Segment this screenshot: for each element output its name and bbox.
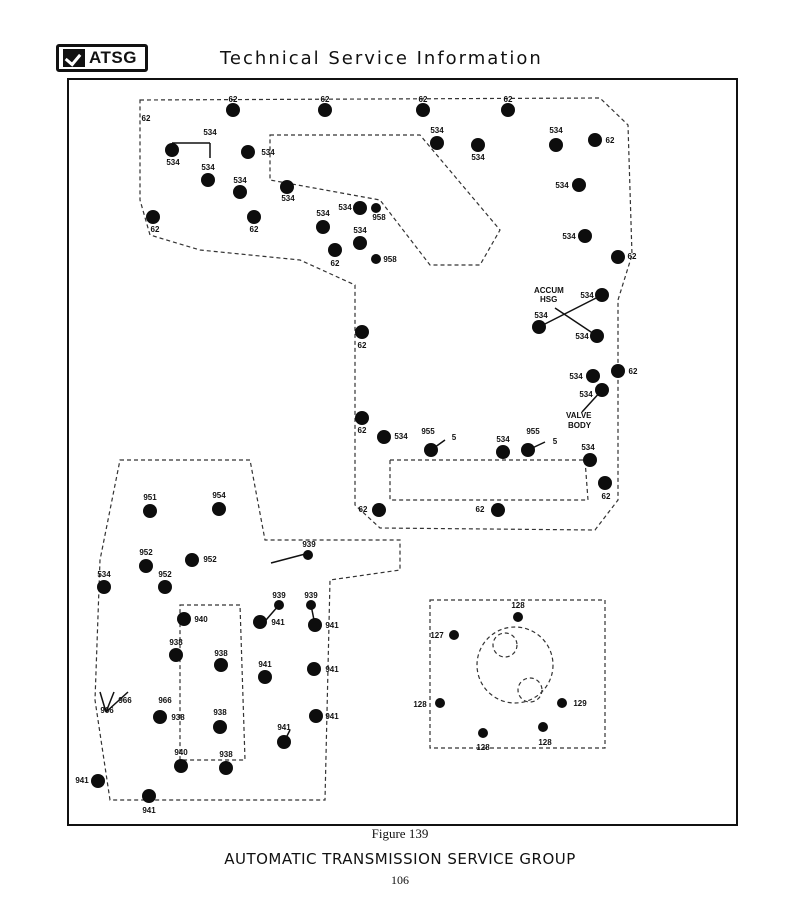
check-ball bbox=[165, 143, 179, 157]
callout-number: 534 bbox=[353, 226, 367, 235]
callout-number: 951 bbox=[143, 493, 157, 502]
check-ball bbox=[521, 443, 535, 457]
callout-number: 62 bbox=[357, 426, 367, 435]
callout-number: 62 bbox=[330, 259, 340, 268]
callout-number: 952 bbox=[203, 555, 217, 564]
callout-number: 534 bbox=[579, 390, 593, 399]
callout-number: 534 bbox=[201, 163, 215, 172]
check-ball bbox=[501, 103, 515, 117]
callout-number: 938 bbox=[171, 713, 185, 722]
check-ball bbox=[139, 559, 153, 573]
callout-number: 62 bbox=[605, 136, 615, 145]
callout-number: 966 bbox=[100, 706, 114, 715]
callout-number: 128 bbox=[476, 743, 490, 752]
check-ball bbox=[549, 138, 563, 152]
check-ball bbox=[491, 503, 505, 517]
callout-number: 62 bbox=[503, 95, 513, 104]
check-ball bbox=[355, 411, 369, 425]
check-ball bbox=[185, 553, 199, 567]
callout-number: 952 bbox=[158, 570, 172, 579]
check-ball bbox=[226, 103, 240, 117]
check-ball bbox=[598, 476, 612, 490]
callout-number: 62 bbox=[150, 225, 160, 234]
callout-number: 938 bbox=[219, 750, 233, 759]
callout-number: 938 bbox=[169, 638, 183, 647]
accum-hsg-label-line2: HSG bbox=[540, 295, 558, 304]
check-ball bbox=[572, 178, 586, 192]
check-ball bbox=[583, 453, 597, 467]
check-ball bbox=[353, 201, 367, 215]
check-ball bbox=[253, 615, 267, 629]
callout-number: 534 bbox=[496, 435, 510, 444]
check-ball bbox=[435, 698, 445, 708]
check-ball bbox=[590, 329, 604, 343]
check-ball bbox=[430, 136, 444, 150]
callout-number: 62 bbox=[418, 95, 428, 104]
page-title: Technical Service Information bbox=[220, 48, 543, 69]
callout-number: 62 bbox=[601, 492, 611, 501]
check-ball bbox=[496, 445, 510, 459]
check-ball bbox=[586, 369, 600, 383]
check-ball bbox=[557, 698, 567, 708]
valve-body-label-line2: BODY bbox=[568, 421, 592, 430]
check-ball bbox=[513, 612, 523, 622]
check-ball bbox=[471, 138, 485, 152]
valve-body-label-line1: VALVE bbox=[566, 411, 592, 420]
callout-number: 128 bbox=[511, 601, 525, 610]
check-ball bbox=[142, 789, 156, 803]
logo-text: ATSG bbox=[89, 48, 137, 67]
callout-number: 534 bbox=[281, 194, 295, 203]
check-ball bbox=[306, 600, 316, 610]
callout-number: 127 bbox=[430, 631, 444, 640]
check-ball bbox=[416, 103, 430, 117]
check-ball bbox=[241, 145, 255, 159]
callout-number: 534 bbox=[166, 158, 180, 167]
callout-number: 534 bbox=[203, 128, 217, 137]
callout-number: 955 bbox=[421, 427, 435, 436]
callout-number: 62 bbox=[358, 505, 368, 514]
check-ball bbox=[219, 761, 233, 775]
check-ball bbox=[449, 630, 459, 640]
callout-number: 534 bbox=[394, 432, 408, 441]
callout-number: 534 bbox=[233, 176, 247, 185]
callout-number: 534 bbox=[97, 570, 111, 579]
callout-number: 62 bbox=[249, 225, 259, 234]
callout-number: 941 bbox=[271, 618, 285, 627]
callout-number: 534 bbox=[555, 181, 569, 190]
check-ball bbox=[611, 250, 625, 264]
check-ball bbox=[143, 504, 157, 518]
check-ball bbox=[174, 759, 188, 773]
callout-number: 534 bbox=[261, 148, 275, 157]
callout-number: 62 bbox=[475, 505, 485, 514]
callout-number: 941 bbox=[277, 723, 291, 732]
check-ball bbox=[318, 103, 332, 117]
check-ball bbox=[478, 728, 488, 738]
check-ball bbox=[371, 254, 381, 264]
callout-number: 62 bbox=[357, 341, 367, 350]
check-ball bbox=[177, 612, 191, 626]
check-ball bbox=[308, 618, 322, 632]
callout-number: 5 bbox=[451, 433, 457, 442]
check-ball bbox=[146, 210, 160, 224]
callout-number: 534 bbox=[471, 153, 485, 162]
check-ball bbox=[532, 320, 546, 334]
check-ball bbox=[372, 503, 386, 517]
figure-caption: Figure 139 bbox=[371, 826, 429, 841]
check-ball bbox=[578, 229, 592, 243]
callout-number: 941 bbox=[75, 776, 89, 785]
callout-number: 966 bbox=[118, 696, 132, 705]
check-ball bbox=[307, 662, 321, 676]
callout-number: 941 bbox=[325, 665, 339, 674]
check-ball bbox=[309, 709, 323, 723]
callout-number: 941 bbox=[325, 712, 339, 721]
callout-number: 129 bbox=[573, 699, 587, 708]
check-ball bbox=[353, 236, 367, 250]
callout-number: 955 bbox=[526, 427, 540, 436]
callout-number: 62 bbox=[627, 252, 637, 261]
check-ball bbox=[538, 722, 548, 732]
check-ball bbox=[355, 325, 369, 339]
callout-number: 952 bbox=[139, 548, 153, 557]
callout-number: 128 bbox=[413, 700, 427, 709]
callout-number: 62 bbox=[320, 95, 330, 104]
callout-number: 534 bbox=[569, 372, 583, 381]
check-ball bbox=[371, 203, 381, 213]
check-ball bbox=[158, 580, 172, 594]
callout-number: 5 bbox=[552, 437, 558, 446]
callout-number: 954 bbox=[212, 491, 226, 500]
check-ball bbox=[258, 670, 272, 684]
check-ball bbox=[328, 243, 342, 257]
check-ball bbox=[303, 550, 313, 560]
callout-number: 938 bbox=[214, 649, 228, 658]
callout-number: 62 bbox=[141, 114, 151, 123]
check-ball bbox=[201, 173, 215, 187]
callout-number: 62 bbox=[628, 367, 638, 376]
check-ball bbox=[588, 133, 602, 147]
callout-number: 941 bbox=[142, 806, 156, 815]
callout-number: 966 bbox=[158, 696, 172, 705]
check-ball bbox=[153, 710, 167, 724]
callout-number: 534 bbox=[581, 443, 595, 452]
footer-organization: AUTOMATIC TRANSMISSION SERVICE GROUP bbox=[224, 850, 576, 868]
check-ball bbox=[97, 580, 111, 594]
check-ball bbox=[595, 383, 609, 397]
callout-number: 534 bbox=[549, 126, 563, 135]
check-ball bbox=[611, 364, 625, 378]
callout-number: 534 bbox=[534, 311, 548, 320]
callout-number: 534 bbox=[316, 209, 330, 218]
callout-number: 62 bbox=[228, 95, 238, 104]
component-labels bbox=[534, 286, 592, 430]
check-ball bbox=[316, 220, 330, 234]
check-ball bbox=[91, 774, 105, 788]
callout-number: 128 bbox=[538, 738, 552, 747]
page-number: 106 bbox=[391, 873, 409, 887]
check-ball bbox=[277, 735, 291, 749]
callout-number: 534 bbox=[338, 203, 352, 212]
callout-number: 534 bbox=[562, 232, 576, 241]
check-ball bbox=[214, 658, 228, 672]
callout-number: 938 bbox=[213, 708, 227, 717]
callout-number: 939 bbox=[304, 591, 318, 600]
callout-number: 940 bbox=[174, 748, 188, 757]
callout-number: 940 bbox=[194, 615, 208, 624]
callout-number: 941 bbox=[325, 621, 339, 630]
callout-number: 941 bbox=[258, 660, 272, 669]
check-ball bbox=[169, 648, 183, 662]
check-ball bbox=[213, 720, 227, 734]
callout-number: 939 bbox=[272, 591, 286, 600]
check-ball bbox=[274, 600, 284, 610]
check-ball bbox=[424, 443, 438, 457]
check-ball bbox=[247, 210, 261, 224]
callout-number: 958 bbox=[383, 255, 397, 264]
callout-number: 939 bbox=[302, 540, 316, 549]
check-ball bbox=[280, 180, 294, 194]
check-ball bbox=[233, 185, 247, 199]
check-ball bbox=[212, 502, 226, 516]
callout-number: 958 bbox=[372, 213, 386, 222]
accum-hsg-label-line1: ACCUM bbox=[534, 286, 564, 295]
callout-number: 534 bbox=[575, 332, 589, 341]
check-ball bbox=[595, 288, 609, 302]
check-ball bbox=[377, 430, 391, 444]
callout-number: 534 bbox=[580, 291, 594, 300]
callout-number: 534 bbox=[430, 126, 444, 135]
